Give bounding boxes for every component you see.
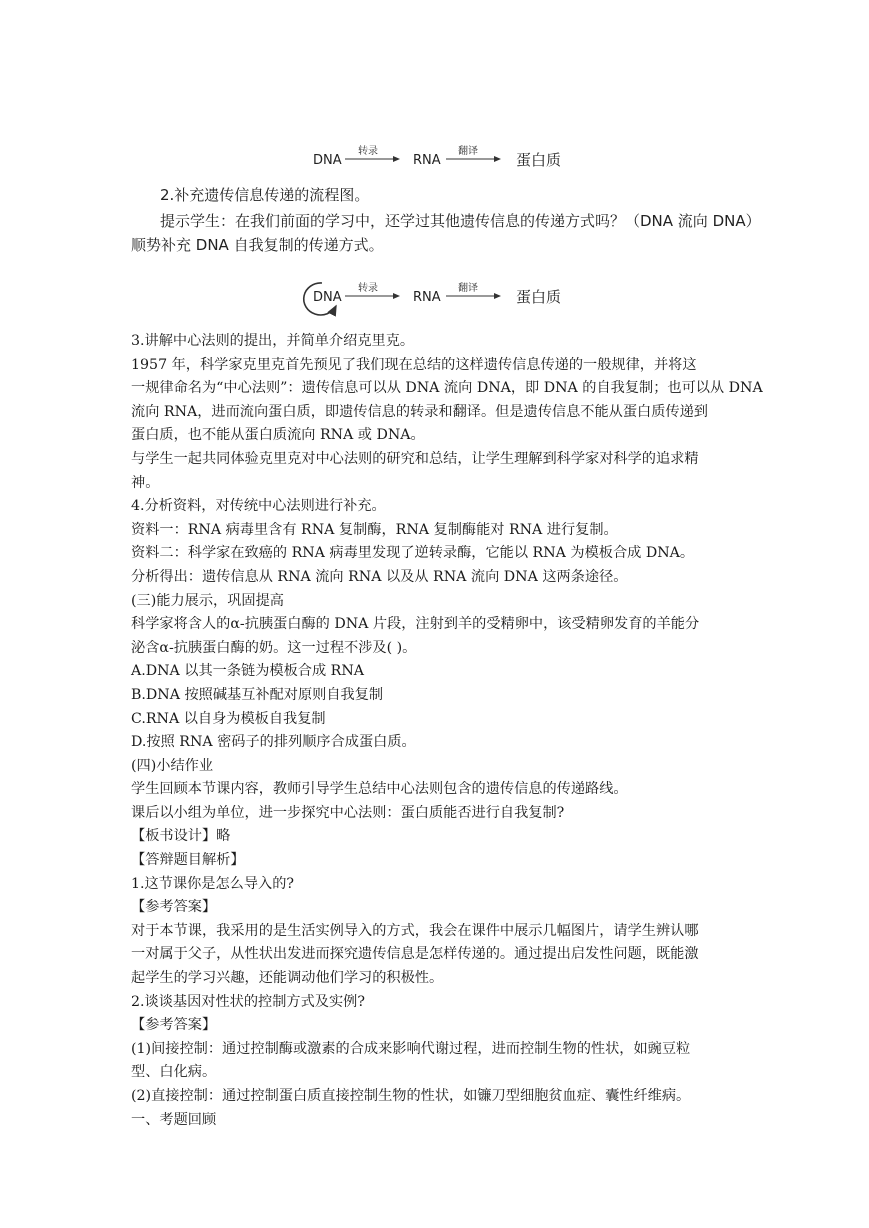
hint-line-2: 顺势补充 DNA 自我复制的传递方式。: [131, 236, 384, 254]
board-design-heading: 【板书设计】略: [131, 828, 231, 845]
paragraph-line: (2)直接控制：通过控制蛋白质直接控制生物的性状，如镰刀型细胞贫血症、囊性纤维病。: [131, 1088, 691, 1104]
section-3-heading: 3.讲解中心法则的提出，并简单介绍克里克。: [131, 333, 415, 349]
paragraph-line: 1957 年，科学家克里克首先预见了我们现在总结的这样遗传信息传递的一般规律，并将这: [131, 356, 697, 373]
option-c: C.RNA 以自身为模板自我复制: [131, 710, 326, 727]
flow-diagram-central-dogma: [0, 276, 869, 316]
flow2-node-dna: DNA: [313, 290, 342, 305]
flow2-edge-label-translation: 翻译: [458, 283, 478, 294]
reference-answer-heading: 【参考答案】: [131, 899, 217, 916]
material-1: 资料一：RNA 病毒里含有 RNA 复制酶，RNA 复制酶能对 RNA 进行复制。: [131, 521, 618, 538]
question-2: 2.谈谈基因对性状的控制方式及实例?: [131, 993, 365, 1010]
flow1-edge-label-translation: 翻译: [458, 146, 478, 157]
flow1-node-protein: 蛋白质: [516, 151, 562, 169]
body-text: [131, 330, 763, 1132]
option-a: A.DNA 以其一条链为模板合成 RNA: [131, 663, 365, 680]
paragraph-line: (1)间接控制：通过控制酶或激素的合成来影响代谢过程，进而控制生物的性状，如豌豆粒: [131, 1040, 691, 1057]
paragraph-line: 课后以小组为单位，进一步探究中心法则：蛋白质能否进行自我复制?: [131, 804, 565, 821]
flow1-node-dna: DNA: [313, 153, 342, 168]
question-stem: 泌含α-抗胰蛋白酶的奶。这一过程不涉及( )。: [131, 639, 417, 656]
flow1-node-rna: RNA: [413, 153, 441, 168]
paragraph-line: 一规律命名为“中心法则”：遗传信息可以从 DNA 流向 DNA，即 DNA 的自我复制；也可以从 DNA: [131, 380, 763, 397]
paragraph-line: 学生回顾本节课内容，教师引导学生总结中心法则包含的遗传信息的传递路线。: [131, 781, 628, 798]
analysis-conclusion: 分析得出：遗传信息从 RNA 流向 RNA 以及从 RNA 流向 DNA 这两条途径。: [131, 568, 628, 585]
hint-line-1: 提示学生：在我们前面的学习中，还学过其他遗传信息的传递方式吗？（DNA 流向 DNA）: [160, 212, 761, 230]
option-b: B.DNA 按照碱基互补配对原则自我复制: [131, 686, 384, 703]
defense-questions-heading: 【答辩题目解析】: [131, 852, 245, 869]
material-2: 资料二：科学家在致癌的 RNA 病毒里发现了逆转录酶，它能以 RNA 为模板合成 DNA。: [131, 545, 695, 562]
reference-answer-heading: 【参考答案】: [131, 1017, 217, 1034]
paragraph-line: 蛋白质，也不能从蛋白质流向 RNA 或 DNA。: [131, 427, 425, 444]
flow2-node-protein: 蛋白质: [516, 288, 562, 306]
item-2-heading: 2.补充遗传信息传递的流程图。: [160, 186, 370, 204]
part-4-heading: (四)小结作业: [131, 757, 214, 774]
exam-review-heading: 一、考题回顾: [131, 1111, 217, 1128]
question-1: 1.这节课你是怎么导入的?: [131, 875, 295, 892]
paragraph-line: 一对属于父子，从性状出发进而探究遗传信息是怎样传递的。通过提出启发性问题，既能激: [131, 946, 699, 963]
flow-diagram-2-svg: [0, 276, 869, 316]
section-4-heading: 4.分析资料，对传统中心法则进行补充。: [131, 498, 386, 515]
flow1-edge-label-transcription: 转录: [358, 146, 378, 157]
paragraph-line: 起学生的学习兴趣，还能调动他们学习的积极性。: [131, 970, 444, 987]
part-3-heading: (三)能力展示，巩固提高: [131, 592, 284, 609]
flow2-edge-label-transcription: 转录: [358, 283, 378, 294]
paragraph-line: 与学生一起共同体验克里克对中心法则的研究和总结，让学生理解到科学家对科学的追求精: [131, 450, 699, 467]
flow2-node-rna: RNA: [413, 290, 441, 305]
flow-diagram-transcription-translation: [0, 140, 869, 180]
paragraph-line: 型、白化病。: [131, 1064, 217, 1081]
question-stem: 科学家将含人的α-抗胰蛋白酶的 DNA 片段，注射到羊的受精卵中，该受精卵发育的羊能分: [131, 616, 700, 633]
paragraph-line: 流向 RNA，进而流向蛋白质，即遗传信息的转录和翻译。但是遗传信息不能从蛋白质传递到: [131, 403, 708, 420]
option-d: D.按照 RNA 密码子的排列顺序合成蛋白质。: [131, 734, 416, 751]
paragraph-line: 对于本节课，我采用的是生活实例导入的方式，我会在课件中展示几幅图片，请学生辨认哪: [131, 922, 699, 939]
flow-diagram-1-svg: [0, 140, 869, 180]
paragraph-line: 神。: [131, 474, 160, 491]
